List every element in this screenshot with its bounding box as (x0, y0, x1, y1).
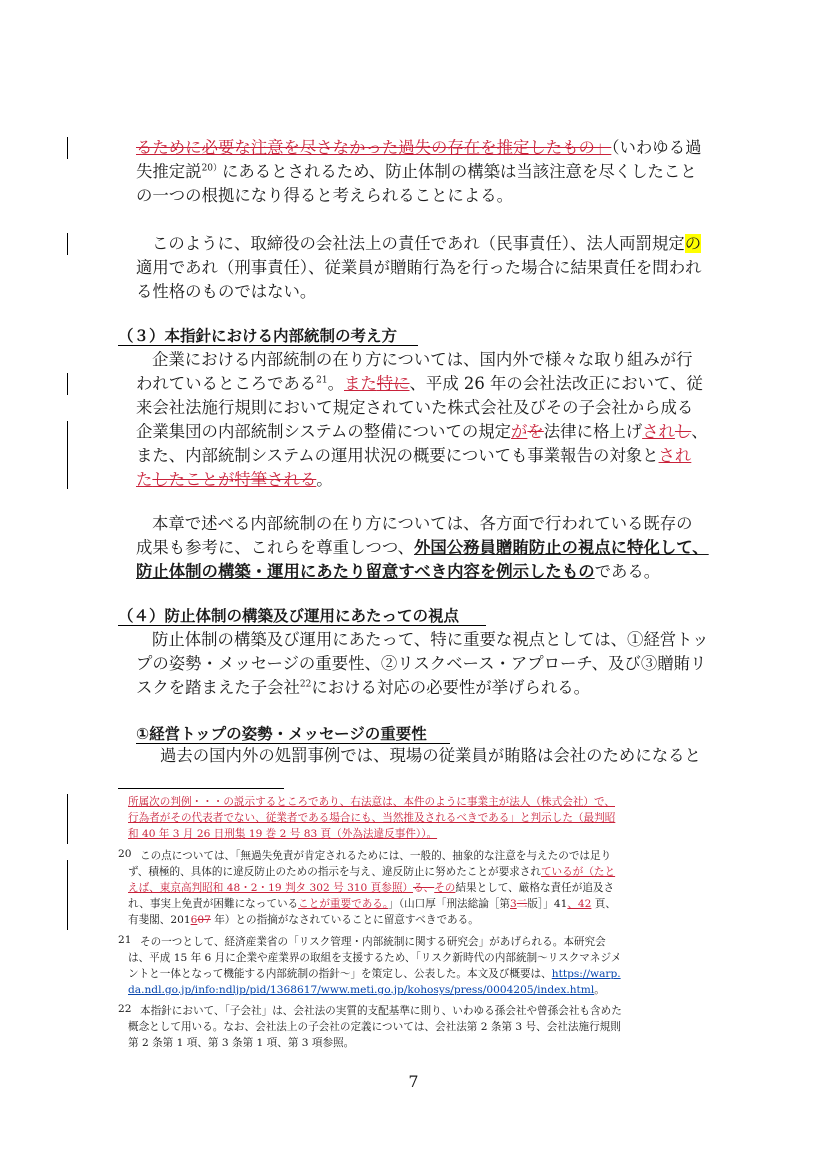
text: 、 (691, 422, 708, 441)
inserted-text: 所属次の判例・・・の説示するところであり、右法意は、本件のように事業主が法人（株式会社）で、 (128, 796, 615, 808)
text: にあるとされるため、防止体制の構築は当該注意を尽くしたこと (222, 162, 697, 181)
body-line: る性格のものではない。 (136, 282, 317, 301)
footnote-line: は、平成 15 年 6 月に企業や産業界の取組を支援するため、「リスク新時代の内部統制～リスクマネジメ (128, 952, 622, 964)
body-line: 企業における内部統制の在り方については、国内外で様々な取り組みが行 (152, 350, 693, 369)
footnote-ref[interactable]: 22 (299, 679, 312, 690)
footnote-number: 22 (118, 1003, 132, 1015)
footnote-line (128, 827, 437, 842)
text: 有斐閣、201 (128, 914, 191, 926)
inserted-text: 和 40 年 3 月 26 日刑集 19 巻 2 号 83 頁（外為法違反事件））。 (128, 828, 438, 840)
deleted-text: る、 (413, 882, 435, 894)
text: 。 (316, 470, 333, 489)
body-line: 本章で述べる内部統制の在り方については、各方面で行われている既存の (152, 514, 693, 533)
text: れ、事実上免責が困難になっている (128, 898, 299, 910)
deleted-text: 07 (197, 914, 211, 926)
body-line: プの姿勢・メッセージの重要性、②リスクベース・アプローチ、及び③贈賄リ (136, 654, 707, 673)
change-bar (67, 373, 68, 395)
heading-underline (136, 743, 450, 744)
body-line (136, 445, 691, 467)
text: ントと一体となって機能する内部統制の指針～」を策定し、公表した。本文及び概要は、 (128, 968, 552, 980)
footnote-number: 20 (118, 848, 132, 860)
body-line (152, 233, 701, 255)
deleted-text: 特に (376, 374, 410, 393)
text: 成果も参考に、これらを尊重しつつ、 (136, 538, 414, 557)
footnote-separator (118, 788, 284, 789)
url-link[interactable]: https://warp. (551, 968, 621, 980)
body-line: 過去の国内外の処罰事例では、現場の従業員が賄賂は会社のためになると (160, 746, 701, 765)
deleted-text: し (674, 422, 692, 441)
section-heading: （３）本指針における内部統制の考え方 (118, 327, 398, 345)
footnote-line: この点については、「無過失免責が肯定されるためには、一般的、抽象的な注意を与えたのでは足り (140, 850, 612, 862)
deleted-text: を (527, 422, 544, 441)
inserted-text: ことが重要である。 (298, 898, 389, 910)
text: 失推定説 (136, 162, 202, 181)
body-line (136, 561, 660, 583)
inserted-text: また (343, 374, 377, 393)
footnote-line (128, 897, 616, 912)
text: 。 (594, 984, 605, 996)
footnote-line: 概念として用いる。なお、会社法上の子会社の定義については、会社法第 2 条第 3 号、会社法施行規則 (128, 1021, 621, 1033)
text: 。 (327, 374, 344, 393)
change-bar (67, 233, 68, 255)
page-number: 7 (408, 1072, 419, 1091)
change-bar (67, 421, 68, 489)
body-line (136, 677, 590, 699)
text: 法律に格上げ (543, 422, 643, 441)
footnote-number: 21 (118, 934, 132, 946)
body-line: 適用であれ（刑事責任）、従業員が贈賄行為を行った場合に結果責任を問われ (136, 258, 702, 277)
text: （いわゆる過 (611, 138, 702, 157)
text: 年）との指摘がなされていることに留意すべきである。 (210, 914, 479, 926)
inserted-text: され (642, 422, 675, 441)
highlighted-text: の (684, 234, 702, 253)
emphasized-text: 防止体制の構築・運用にあたり留意すべき内容を例示したもの (136, 562, 595, 581)
body-line: 来会社法施行規則において規定されていた株式会社及びその子会社から成る (136, 398, 694, 417)
text: 、平成 26 年の会社法改正において、従 (409, 374, 703, 393)
inserted-text: その (434, 882, 456, 894)
footnote-ref[interactable]: 21 (316, 375, 328, 386)
inserted-text: えば、東京高判昭和 48・2・19 判タ 302 号 310 頁参照） (128, 882, 414, 894)
text: われているところである (136, 374, 317, 393)
text: である。 (594, 562, 661, 581)
deleted-text: したことが特筆される (152, 470, 317, 489)
inserted-text: され (658, 446, 692, 465)
text: 版］」41 (527, 898, 568, 910)
body-line (136, 137, 701, 159)
inserted-text: 、42 (567, 898, 592, 910)
inserted-text: ているが（たと (540, 866, 616, 878)
text: このように、取締役の会社法上の責任であれ（民事責任）、法人両罰規定 (152, 234, 685, 253)
text: 頁、 (591, 898, 616, 910)
section-heading: （４）防止体制の構築及び運用にあたっての視点 (118, 607, 460, 625)
body-line (136, 373, 703, 395)
body-line (136, 421, 708, 443)
body-line: の一つの根拠になり得ると考えられることによる。 (136, 186, 513, 205)
text: スクを踏まえた子会社 (136, 678, 300, 697)
text: 」（山口厚「刑法総論［第 (388, 898, 511, 910)
text: 結果として、厳格な責任が追及さ (455, 882, 615, 894)
body-line: 防止体制の構築及び運用にあたって、特に重要な視点としては、①経営トッ (152, 630, 709, 649)
footnote-line (128, 811, 615, 826)
footnote-line (128, 983, 605, 998)
heading-underline (118, 625, 486, 626)
body-line (136, 469, 333, 491)
text: 企業集団の内部統制システムの整備についての規定 (136, 422, 512, 441)
url-link[interactable]: da.ndl.go.jp/info:ndljp/pid/1368617/www.meti.go.jp/kohosys/press/0004205/index.html (128, 984, 595, 996)
deleted-text: 二 (516, 898, 528, 910)
inserted-text: 3 (510, 898, 517, 910)
footnote-line (128, 881, 614, 896)
change-bar (67, 137, 68, 159)
body-line (136, 161, 697, 183)
footnote-line: 第 2 条第 1 項、第 3 条第 1 項、第 3 項参照。 (128, 1037, 355, 1049)
footnote-line (128, 795, 615, 810)
text: また、内部統制システムの運用状況の概要についても事業報告の対象と (136, 446, 659, 465)
text: における対応の必要性が挙げられる。 (311, 678, 590, 697)
inserted-text: 6 (190, 914, 198, 926)
inserted-text: 行為者がその代表者でない、従業者である場合にも、当然推及されるべきである」と判示した（最判昭 (128, 812, 616, 824)
text: ず、積極的、具体的に違反防止のための指示を与え、違反防止に努めたことが要求され (128, 866, 541, 878)
subsection-heading: ①経営トップの姿勢・メッセージの重要性 (136, 725, 427, 743)
inserted-text: が (511, 422, 528, 441)
heading-underline (118, 345, 418, 346)
footnote-line (128, 967, 621, 982)
footnote-line (128, 865, 615, 880)
footnote-line: その一つとして、経済産業省の「リスク管理・内部統制に関する研究会」があげられる。本研究会 (140, 936, 606, 948)
emphasized-text: 外国公務員贈賄防止の視点に特化して、 (413, 538, 709, 557)
change-bar (67, 860, 68, 930)
footnote-line (128, 913, 479, 928)
inserted-text: た (136, 470, 153, 489)
deleted-text: るために必要な注意を尽さなかった過失の存在を推定したもの」 (136, 138, 612, 157)
body-line (136, 537, 709, 559)
footnote-line: 本指針において、「子会社」は、会社法の実質的支配基準に則り、いわゆる孫会社や曾孫会社も含めた (140, 1005, 622, 1017)
footnote-ref[interactable]: 20） (201, 163, 223, 174)
change-bar (67, 794, 68, 844)
